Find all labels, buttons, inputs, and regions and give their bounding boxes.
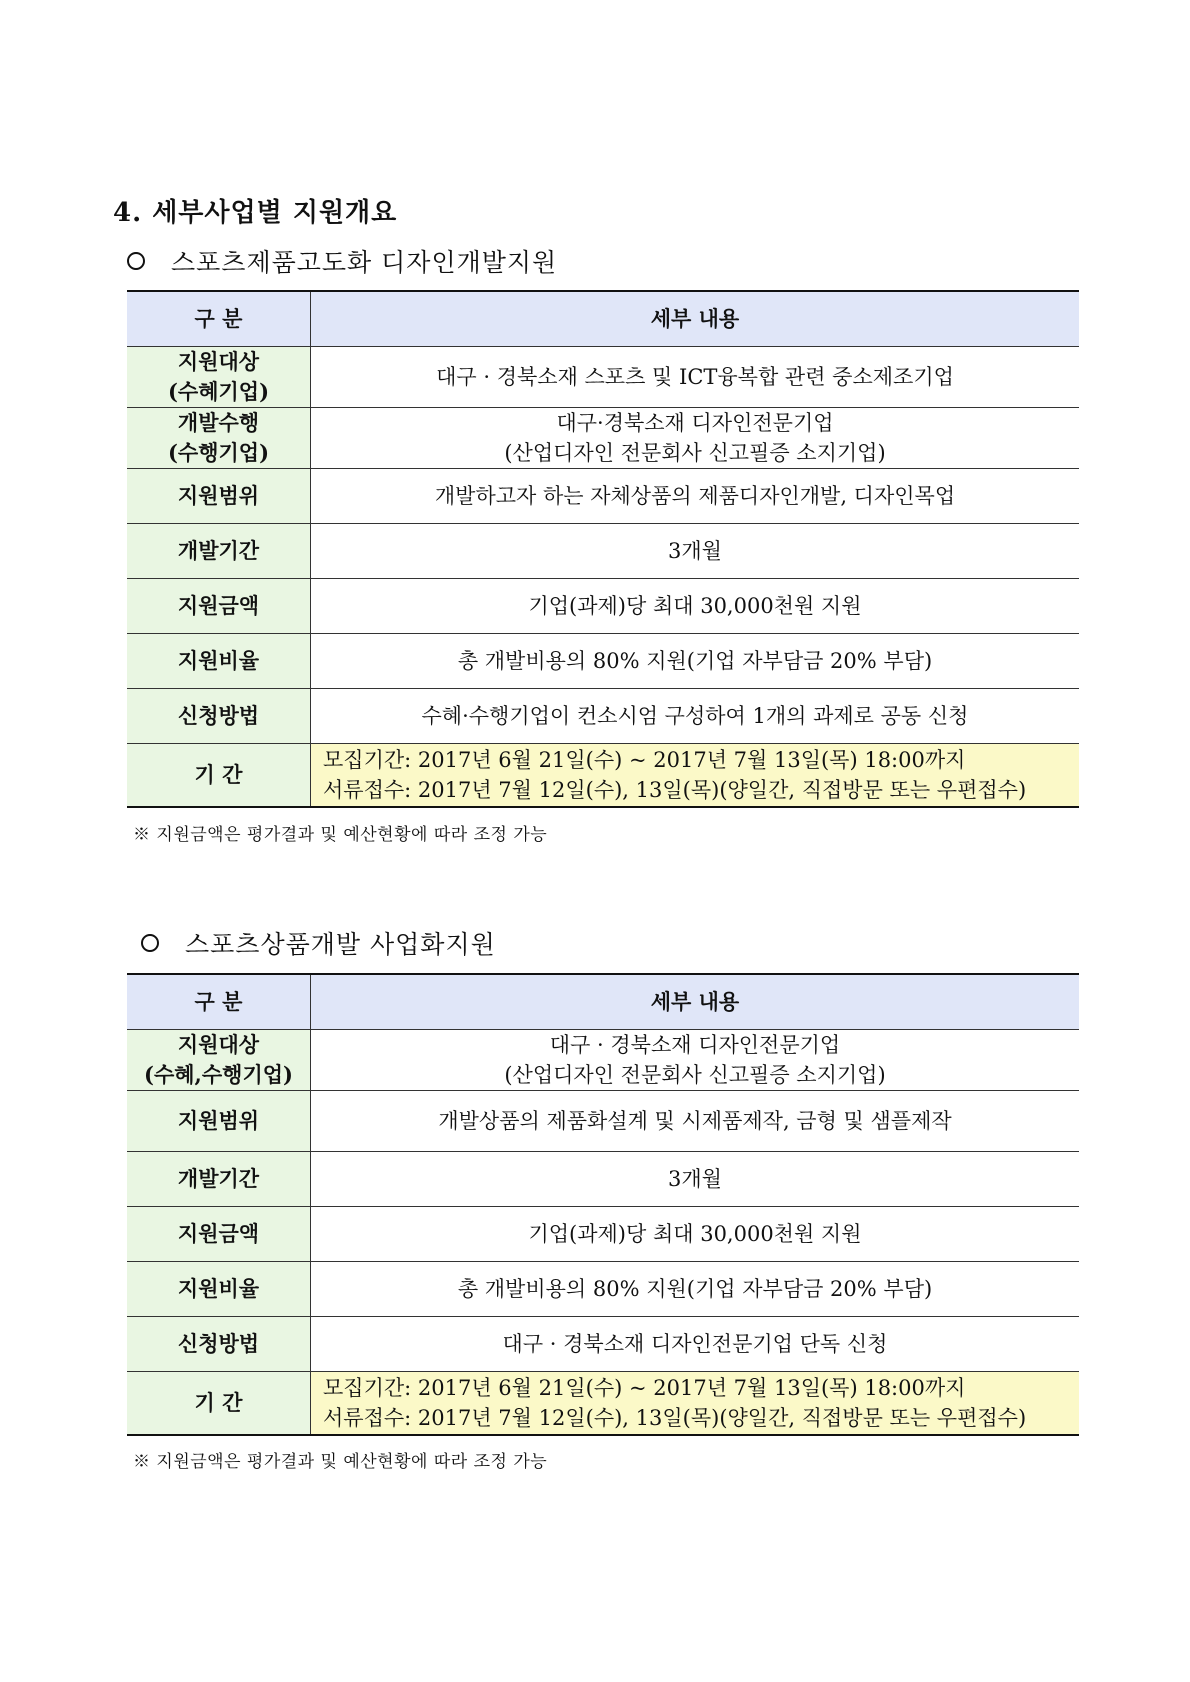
row-value: 총 개발비용의 80% 지원(기업 자부담금 20% 부담) [311,1261,1080,1316]
row-value: 수혜·수행기업이 컨소시엄 구성하여 1개의 과제로 공동 신청 [311,688,1080,743]
table-row [127,346,1079,407]
circle-bullet-icon [141,934,159,952]
row-label: 기 간 [127,743,311,807]
row-value: 개발상품의 제품화설계 및 시제품제작, 금형 및 샘플제작 [311,1090,1080,1151]
period-value: 모집기간: 2017년 6월 21일(수) ~ 2017년 7월 13일(목) 18:00까지 서류접수: 2017년 7월 12일(수), 13일(목)(양일간, 직접방문 또는 우편접수) [311,743,1080,807]
table-row-period [127,1371,1079,1435]
row-label: 개발기간 [127,523,311,578]
footnote: ※ 지원금액은 평가결과 및 예산현황에 따라 조정 가능 [133,1452,548,1472]
row-label: 신청방법 [127,688,311,743]
row-label: 개발기간 [127,1151,311,1206]
section-title: 스포츠상품개발 사업화지원 [185,930,496,959]
row-label: 신청방법 [127,1316,311,1371]
footnote: ※ 지원금액은 평가결과 및 예산현황에 따라 조정 가능 [133,825,548,845]
row-label: 지원비율 [127,1261,311,1316]
table-row [127,407,1079,468]
circle-bullet-icon [127,252,145,270]
row-value: 기업(과제)당 최대 30,000천원 지원 [311,578,1080,633]
table-header-row [127,974,1079,1029]
row-value: 기업(과제)당 최대 30,000천원 지원 [311,1206,1080,1261]
section-heading-2 [127,925,496,961]
table-row [127,578,1079,633]
header-details: 세부 내용 [311,291,1080,346]
header-category: 구 분 [127,291,311,346]
row-value: 대구·경북소재 디자인전문기업 (산업디자인 전문회사 신고필증 소지기업) [311,407,1080,468]
row-label: 지원대상 (수혜기업) [127,346,311,407]
table-row [127,1261,1079,1316]
support-table-1 [127,290,1079,808]
row-value: 대구 · 경북소재 디자인전문기업 (산업디자인 전문회사 신고필증 소지기업) [311,1029,1080,1090]
row-label: 기 간 [127,1371,311,1435]
header-details: 세부 내용 [311,974,1080,1029]
table-row [127,633,1079,688]
period-value: 모집기간: 2017년 6월 21일(수) ~ 2017년 7월 13일(목) 18:00까지 서류접수: 2017년 7월 12일(수), 13일(목)(양일간, 직접방문 또는 우편접수) [311,1371,1080,1435]
row-label: 지원금액 [127,1206,311,1261]
row-label: 지원비율 [127,633,311,688]
row-value: 대구 · 경북소재 디자인전문기업 단독 신청 [311,1316,1080,1371]
table-row [127,468,1079,523]
table-row [127,1316,1079,1371]
row-label: 지원금액 [127,578,311,633]
header-category: 구 분 [127,974,311,1029]
section-title: 스포츠제품고도화 디자인개발지원 [171,248,558,277]
support-table-2 [127,973,1079,1436]
row-label: 지원대상 (수혜,수행기업) [127,1029,311,1090]
row-value: 총 개발비용의 80% 지원(기업 자부담금 20% 부담) [311,633,1080,688]
table-row-period [127,743,1079,807]
row-value: 개발하고자 하는 자체상품의 제품디자인개발, 디자인목업 [311,468,1080,523]
table-row [127,688,1079,743]
row-value: 3개월 [311,1151,1080,1206]
table-row [127,1090,1079,1151]
table-row [127,523,1079,578]
row-label: 개발수행 (수행기업) [127,407,311,468]
table-header-row [127,291,1079,346]
table-row [127,1151,1079,1206]
row-value: 3개월 [311,523,1080,578]
table-row [127,1029,1079,1090]
row-label: 지원범위 [127,1090,311,1151]
row-value: 대구 · 경북소재 스포츠 및 ICT융복합 관련 중소제조기업 [311,346,1080,407]
section-heading-1 [113,243,557,279]
page-title: 4. 세부사업별 지원개요 [113,198,398,228]
row-label: 지원범위 [127,468,311,523]
table-row [127,1206,1079,1261]
